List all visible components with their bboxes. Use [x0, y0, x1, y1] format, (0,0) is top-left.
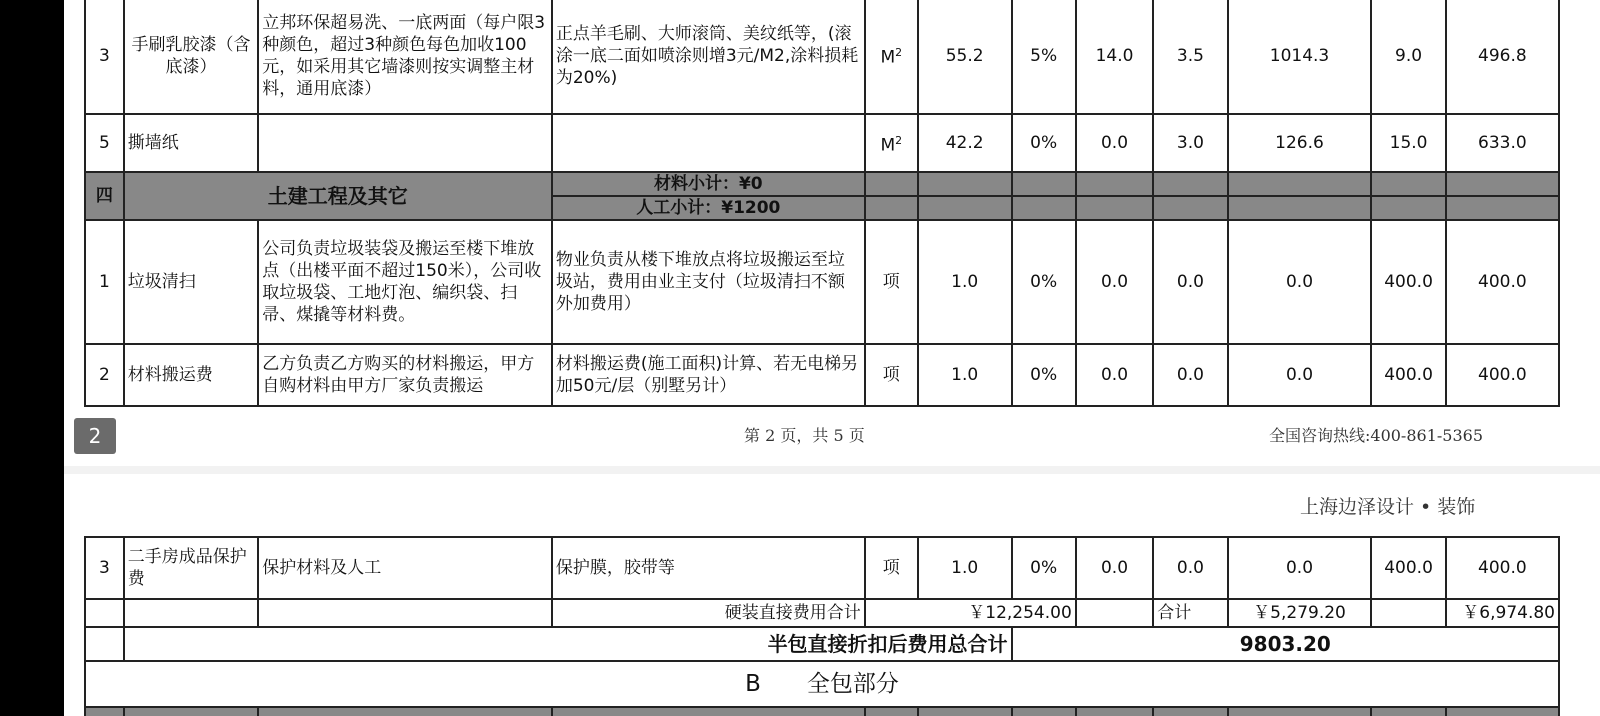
- page-footer-hotline: 全国咨询热线:400-861-5365: [1269, 426, 1484, 445]
- document-page-3: [64, 474, 1600, 716]
- section-number: 四: [85, 172, 124, 220]
- unit-cell: [865, 114, 918, 172]
- row-number: 2: [85, 344, 124, 406]
- process-desc: 物业负责从楼下堆放点将垃圾搬运至垃圾站，费用由业主支付（垃圾清扫不额外加费用）: [552, 220, 865, 344]
- value-cell: 1014.3: [1228, 0, 1372, 114]
- process-desc: 正点羊毛刷、大师滚筒、美纹纸等，(滚涂一底二面如喷涂则增3元/M2,涂料损耗为20%): [552, 0, 865, 114]
- value-cell: 3.0: [1153, 114, 1227, 172]
- value-cell: 400.0: [1446, 220, 1559, 344]
- item-name: 材料搬运费: [124, 344, 259, 406]
- item-name: 手刷乳胶漆（含底漆）: [124, 0, 259, 114]
- value-cell: 0.0: [1076, 114, 1153, 172]
- total-label: 合计: [1153, 599, 1227, 627]
- quantity: 1.0: [918, 344, 1012, 406]
- total-amount-b: ￥6,974.80: [1446, 599, 1559, 627]
- quote-table-page-3: [84, 536, 1560, 716]
- unit-cell: 项: [865, 537, 918, 599]
- table-row: [85, 220, 1559, 344]
- value-cell: 400.0: [1446, 537, 1559, 599]
- table-row: [85, 537, 1559, 599]
- labor-subtotal: 人工小计：¥1200: [552, 196, 865, 220]
- quantity: 1.0: [918, 220, 1012, 344]
- value-cell: 0.0: [1228, 537, 1372, 599]
- grand-total-value: 9803.20: [1012, 627, 1559, 661]
- page-footer-pagination: 第 2 页，共 5 页: [744, 426, 865, 445]
- row-number: 5: [85, 114, 124, 172]
- grand-total-row: [85, 627, 1559, 661]
- value-cell: 0.0: [1153, 220, 1227, 344]
- value-cell: 0.0: [1076, 537, 1153, 599]
- material-desc: [258, 114, 552, 172]
- loss-rate: 0%: [1012, 220, 1076, 344]
- material-subtotal: 材料小计：¥0: [552, 172, 865, 196]
- section-title: 土建工程及其它: [124, 172, 552, 220]
- part-title: 全包部分: [806, 671, 899, 697]
- value-cell: 3.5: [1153, 0, 1227, 114]
- unit-cell: 项: [865, 344, 918, 406]
- table-row: [85, 0, 1559, 114]
- row-number: 1: [85, 220, 124, 344]
- process-desc: [552, 114, 865, 172]
- quantity: 55.2: [918, 0, 1012, 114]
- hardware-cost-label: 硬装直接费用合计: [552, 599, 865, 627]
- hardware-cost-value: ￥12,254.00: [865, 599, 1076, 627]
- unit-text: M: [880, 135, 896, 156]
- unit-superscript: 2: [895, 133, 903, 147]
- value-cell: 400.0: [1371, 344, 1445, 406]
- loss-rate: 0%: [1012, 537, 1076, 599]
- material-desc: 立邦环保超易洗、一底两面（每户限3种颜色，超过3种颜色每色加收100元，如采用其它墙漆则按实调整主材料，通用底漆）: [258, 0, 552, 114]
- part-title-cell: [85, 661, 1559, 707]
- quantity: 42.2: [918, 114, 1012, 172]
- value-cell: 400.0: [1446, 344, 1559, 406]
- table-row: [85, 114, 1559, 172]
- loss-rate: 0%: [1012, 344, 1076, 406]
- section-header-row: [85, 707, 1559, 716]
- quantity: 1.0: [918, 537, 1012, 599]
- value-cell: 0.0: [1076, 344, 1153, 406]
- loss-rate: 5%: [1012, 0, 1076, 114]
- value-cell: 496.8: [1446, 0, 1559, 114]
- value-cell: 15.0: [1371, 114, 1445, 172]
- value-cell: 400.0: [1371, 220, 1445, 344]
- unit-superscript: 2: [895, 46, 903, 60]
- summary-row: [85, 599, 1559, 627]
- item-name: 垃圾清扫: [124, 220, 259, 344]
- row-number: 3: [85, 537, 124, 599]
- row-number: 3: [85, 0, 124, 114]
- material-desc: 公司负责垃圾装袋及搬运至楼下堆放点（出楼平面不超过150米），公司收取垃圾袋、工地灯泡、编织袋、扫帚、煤撬等材料费。: [258, 220, 552, 344]
- item-name: 撕墙纸: [124, 114, 259, 172]
- value-cell: 633.0: [1446, 114, 1559, 172]
- process-desc: 材料搬运费(施工面积)计算、若无电梯另加50元/层（别墅另计）: [552, 344, 865, 406]
- grand-total-label: 半包直接折扣后费用总合计: [124, 627, 1012, 661]
- page-number-badge[interactable]: 2: [74, 418, 116, 454]
- page-header-company: 上海边泽设计 • 装饰: [1300, 496, 1476, 518]
- unit-cell: 项: [865, 220, 918, 344]
- document-viewer: [64, 0, 1600, 716]
- loss-rate: 0%: [1012, 114, 1076, 172]
- value-cell: 0.0: [1153, 344, 1227, 406]
- value-cell: 0.0: [1153, 537, 1227, 599]
- value-cell: 400.0: [1371, 537, 1445, 599]
- quote-table-page-2: [84, 0, 1560, 407]
- value-cell: 9.0: [1371, 0, 1445, 114]
- value-cell: 0.0: [1076, 220, 1153, 344]
- value-cell: 0.0: [1228, 220, 1372, 344]
- item-name: 二手房成品保护费: [124, 537, 259, 599]
- part-letter: B: [745, 671, 761, 697]
- part-title-row: [85, 661, 1559, 707]
- process-desc: 保护膜，胶带等: [552, 537, 865, 599]
- unit-cell: [865, 0, 918, 114]
- unit-text: M: [880, 47, 896, 68]
- value-cell: 0.0: [1228, 344, 1372, 406]
- material-desc: 乙方负责乙方购买的材料搬运，甲方自购材料由甲方厂家负责搬运: [258, 344, 552, 406]
- total-amount-a: ￥5,279.20: [1228, 599, 1372, 627]
- material-desc: 保护材料及人工: [258, 537, 552, 599]
- document-page-2: [64, 0, 1600, 466]
- section-header-row: [85, 172, 1559, 196]
- value-cell: 14.0: [1076, 0, 1153, 114]
- table-row: [85, 344, 1559, 406]
- value-cell: 126.6: [1228, 114, 1372, 172]
